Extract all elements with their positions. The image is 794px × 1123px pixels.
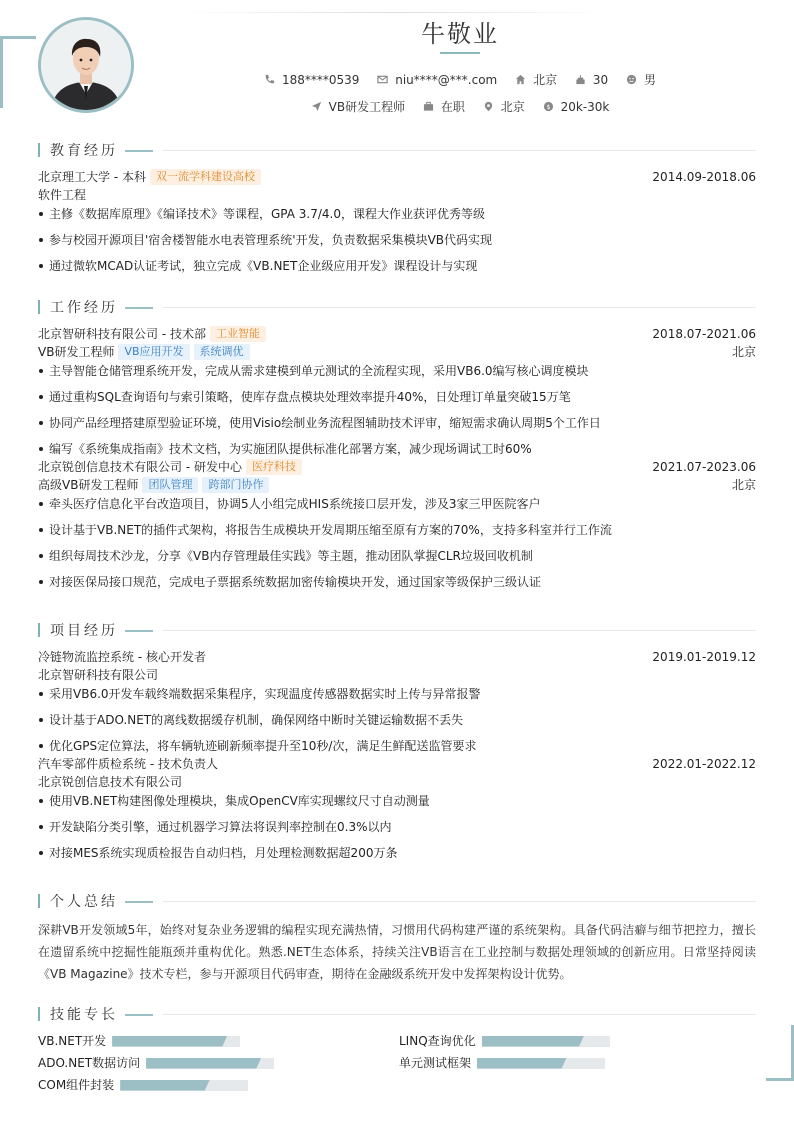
project-name: 冷链物流监控系统 - 核心开发者 <box>38 650 206 664</box>
section-title: 教育经历 <box>50 143 118 159</box>
skill-item <box>399 1055 605 1071</box>
role-tag: 团队管理 <box>142 477 198 493</box>
project-date: 2022.01-2022.12 <box>652 757 756 771</box>
section-title: 技能专长 <box>50 1007 118 1023</box>
city-item <box>515 71 557 88</box>
skills-grid <box>38 1033 756 1103</box>
list-item: 通过微软MCAD认证考试，独立完成《VB.NET企业级应用开发》课程设计与实现 <box>38 257 756 283</box>
email-icon <box>377 74 388 85</box>
skill-bar <box>477 1058 605 1069</box>
projects-section <box>38 620 756 870</box>
job-date: 2021.07-2023.06 <box>652 460 756 474</box>
coin-icon <box>543 101 554 112</box>
role-tag: 系统调优 <box>194 344 250 360</box>
list-item: 设计基于VB.NET的插件式架构，将报告生成模块开发周期压缩至原有方案的70%，支持多科室并行工作流 <box>38 521 756 547</box>
list-item: 组织每周技术沙龙，分享《VB内存管理最佳实践》等主题，推动团队掌握CLR垃圾回收机制 <box>38 547 756 573</box>
svg-text:$: $ <box>546 102 551 111</box>
industry-tag: 医疗科技 <box>246 459 302 475</box>
work-section <box>38 297 756 599</box>
project-company: 北京锐创信息技术有限公司 <box>38 775 183 789</box>
briefcase-icon <box>423 101 434 112</box>
skill-bar-fill <box>146 1058 261 1069</box>
list-item: 优化GPS定位算法，将车辆轨迹刷新频率提升至10秒/次，满足生鲜配送监管要求 <box>38 737 756 755</box>
candidate-name: 牛敬业 <box>421 20 499 48</box>
list-item: 编写《系统集成指南》技术文档，为实施团队提供标准化部署方案，减少现场调试工时60% <box>38 440 756 458</box>
section-header <box>38 620 756 640</box>
job-role-row <box>38 476 756 494</box>
project-date: 2019.01-2019.12 <box>652 650 756 664</box>
skill-name: COM组件封装 <box>38 1078 115 1092</box>
phone-icon <box>264 74 275 85</box>
location-pin-icon <box>483 101 494 112</box>
education-date: 2014.09-2018.06 <box>652 170 756 184</box>
skill-name: LINQ查询优化 <box>399 1034 476 1048</box>
summary-section <box>38 891 756 985</box>
project-entry <box>38 648 756 755</box>
school-name: 北京理工大学 - 本科 <box>38 170 146 184</box>
section-bar <box>38 300 40 314</box>
section-header <box>38 1004 756 1024</box>
cake-icon <box>575 74 586 85</box>
project-company: 北京智研科技有限公司 <box>38 668 159 682</box>
section-dash <box>125 150 153 152</box>
gender-item <box>626 71 656 88</box>
project-name: 汽车零部件质检系统 - 技术负责人 <box>38 757 218 771</box>
job-role: 高级VB研发工程师 <box>38 478 139 492</box>
city-text: 北京 <box>533 73 558 87</box>
gender-text: 男 <box>644 73 657 87</box>
skill-bar-fill <box>477 1058 567 1069</box>
send-icon <box>311 101 322 112</box>
section-title: 工作经历 <box>50 300 118 316</box>
corner-decoration-bottom-right <box>766 1025 794 1081</box>
job-entry <box>38 458 756 599</box>
section-rule <box>163 901 756 902</box>
section-rule <box>163 1014 756 1015</box>
job-header <box>38 458 756 476</box>
section-header <box>38 891 756 911</box>
major: 软件工程 <box>38 188 87 202</box>
top-divider <box>180 12 610 13</box>
section-bar <box>38 623 40 637</box>
section-bar <box>38 143 40 157</box>
company-name: 北京锐创信息技术有限公司 - 研发中心 <box>38 460 242 474</box>
section-title: 个人总结 <box>50 894 118 910</box>
list-item: 设计基于ADO.NET的离线数据缓存机制，确保网络中断时关键运输数据不丢失 <box>38 711 756 737</box>
section-dash <box>125 630 153 632</box>
project-header <box>38 648 756 666</box>
school-tag: 双一流学科建设高校 <box>150 169 261 185</box>
target-city-text: 北京 <box>500 100 525 114</box>
salary-text: 20k-30k <box>560 99 610 114</box>
skill-bar-fill <box>112 1036 227 1047</box>
position-item <box>311 98 405 115</box>
project-header <box>38 755 756 773</box>
skill-name: ADO.NET数据访问 <box>38 1056 141 1070</box>
home-icon <box>515 74 526 85</box>
salary-item <box>543 100 610 114</box>
section-header <box>38 140 756 160</box>
list-item: 采用VB6.0开发车载终端数据采集程序，实现温度传感器数据实时上传与异常报警 <box>38 685 756 711</box>
section-title: 项目经历 <box>50 623 118 639</box>
skill-bar <box>112 1036 240 1047</box>
role-tag: VB应用开发 <box>118 344 189 360</box>
section-rule <box>163 150 756 151</box>
section-header <box>38 297 756 317</box>
section-dash <box>125 1014 153 1016</box>
role-tag: 跨部门协作 <box>202 477 269 493</box>
phone-item <box>264 73 359 87</box>
list-item: 协同产品经理搭建原型验证环境，使用Visio绘制业务流程图辅助技术评审，缩短需求确认周期5个工作日 <box>38 414 756 440</box>
position-text: VB研发工程师 <box>328 100 406 114</box>
email-item <box>377 73 497 87</box>
industry-tag: 工业智能 <box>210 326 266 342</box>
skill-name: 单元测试框架 <box>399 1056 472 1070</box>
face-icon <box>626 74 637 85</box>
job-intent-row <box>0 98 794 115</box>
summary-text: 深耕VB开发领域5年，始终对复杂业务逻辑的编程实现充满热情，习惯用代码构建严谨的系统架构。具备代码洁癖与细节把控力，擅长在遗留系统中挖掘性能瓶颈并重构优化。熟悉.NET生态体系，持续关注VB语言在工业控制与数据处理领域的创新应用。日常坚持阅读《VB Magazine》技术专栏，参与开源项目代码审查，期待在金融级系统开发中发挥架构设计优势。 <box>38 923 756 981</box>
list-item: 开发缺陷分类引擎，通过机器学习算法将误判率控制在0.3%以内 <box>38 818 756 844</box>
section-dash <box>125 307 153 309</box>
target-city-item <box>483 98 525 115</box>
list-item: 主修《数据库原理》《编译技术》等课程，GPA 3.7/4.0，课程大作业获评优秀等级 <box>38 205 756 231</box>
skill-name: VB.NET开发 <box>38 1034 107 1048</box>
age-text: 30 <box>592 72 609 87</box>
contact-info-row <box>0 71 794 88</box>
list-item: 使用VB.NET构建图像处理模块，集成OpenCV库实现螺纹尺寸自动测量 <box>38 792 756 818</box>
email-text: niu****@***.com <box>395 72 498 87</box>
skill-item <box>38 1055 274 1071</box>
skills-section <box>38 1004 756 1103</box>
list-item: 主导智能仓储管理系统开发，完成从需求建模到单元测试的全流程实现，采用VB6.0编写核心调度模块 <box>38 362 756 388</box>
job-location: 北京 <box>731 345 756 359</box>
section-dash <box>125 901 153 903</box>
section-rule <box>163 307 756 308</box>
job-role: VB研发工程师 <box>38 345 115 359</box>
status-text: 在职 <box>440 100 465 114</box>
skill-bar <box>482 1036 610 1047</box>
section-rule <box>163 630 756 631</box>
skill-bar <box>146 1058 274 1069</box>
job-date: 2018.07-2021.06 <box>652 327 756 341</box>
project-entry <box>38 755 756 870</box>
skill-item <box>399 1033 610 1049</box>
skill-bar <box>120 1080 248 1091</box>
education-entry-header <box>38 168 756 186</box>
status-item <box>423 98 465 115</box>
list-item: 参与校园开源项目'宿舍楼智能水电表管理系统'开发，负责数据采集模块VB代码实现 <box>38 231 756 257</box>
section-bar <box>38 894 40 908</box>
skill-bar-fill <box>482 1036 584 1047</box>
list-item: 对接医保局接口规范，完成电子票据系统数据加密传输模块开发，通过国家等级保护三级认证 <box>38 573 756 599</box>
skill-item <box>38 1033 240 1049</box>
job-entry <box>38 325 756 458</box>
education-section <box>38 140 756 283</box>
job-role-row <box>38 343 756 361</box>
skill-item <box>38 1077 248 1093</box>
age-item <box>575 73 608 87</box>
list-item: 牵头医疗信息化平台改造项目，协调5人小组完成HIS系统接口层开发，涉及3家三甲医院客户 <box>38 495 756 521</box>
company-name: 北京智研科技有限公司 - 技术部 <box>38 327 206 341</box>
skill-bar-fill <box>120 1080 210 1091</box>
job-header <box>38 325 756 343</box>
phone-text: 188****0539 <box>281 72 360 87</box>
list-item: 对接MES系统实现质检报告自动归档，月处理检测数据超200万条 <box>38 844 756 870</box>
list-item: 通过重构SQL查询语句与索引策略，使库存盘点模块处理效率提升40%，日处理订单量突破15万笔 <box>38 388 756 414</box>
job-location: 北京 <box>731 478 756 492</box>
section-bar <box>38 1007 40 1021</box>
name-underline <box>440 52 480 54</box>
